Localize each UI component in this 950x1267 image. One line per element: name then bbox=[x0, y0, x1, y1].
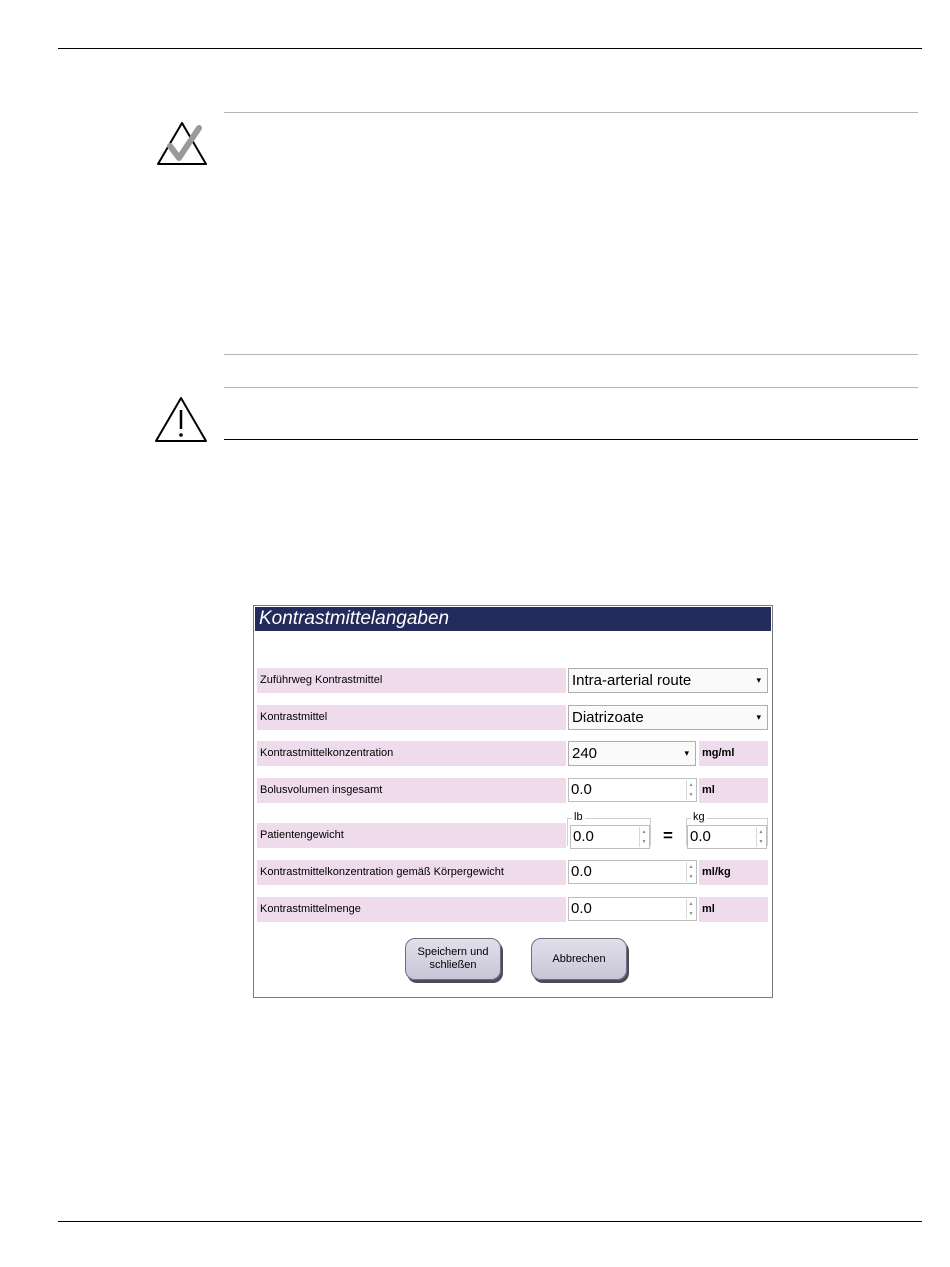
weight-lb-value: 0.0 bbox=[573, 828, 594, 845]
conc-per-weight-spinner[interactable]: ▲ ▼ bbox=[686, 862, 695, 882]
route-select-value: Intra-arterial route bbox=[572, 672, 692, 689]
route-label: Zuführweg Kontrastmittel bbox=[257, 668, 566, 693]
amount-spinner[interactable]: ▲ ▼ bbox=[686, 899, 695, 919]
chevron-down-icon: ▾ bbox=[756, 712, 761, 722]
warning-triangle-icon bbox=[153, 395, 209, 445]
conc-per-weight-unit: ml/kg bbox=[699, 860, 768, 885]
cancel-button[interactable]: Abbrechen bbox=[531, 938, 627, 980]
weight-equals: = bbox=[663, 826, 673, 845]
note-rule-top bbox=[224, 112, 918, 113]
top-rule bbox=[58, 48, 922, 49]
amount-value: 0.0 bbox=[571, 900, 592, 917]
weight-kg-value: 0.0 bbox=[690, 828, 711, 845]
checkmark-triangle-icon bbox=[155, 120, 209, 168]
weight-lb-label: lb bbox=[574, 811, 583, 823]
amount-label: Kontrastmittelmenge bbox=[257, 897, 566, 922]
weight-kg-label: kg bbox=[693, 811, 705, 823]
dialog-title: Kontrastmittelangaben bbox=[255, 607, 771, 631]
conc-per-weight-input[interactable] bbox=[568, 860, 697, 884]
concentration-label: Kontrastmittelkonzentration bbox=[257, 741, 566, 766]
bolus-value: 0.0 bbox=[571, 781, 592, 798]
bolus-input[interactable] bbox=[568, 778, 697, 802]
concentration-select-value: 240 bbox=[572, 745, 598, 762]
amount-input[interactable] bbox=[568, 897, 697, 921]
bolus-label: Bolusvolumen insgesamt bbox=[257, 778, 566, 803]
save-close-button[interactable] bbox=[405, 938, 501, 980]
conc-per-weight-label: Kontrastmittelkonzentration gemäß Körpergewicht bbox=[257, 860, 566, 885]
conc-per-weight-value: 0.0 bbox=[571, 863, 592, 880]
chevron-down-icon: ▾ bbox=[756, 675, 761, 685]
warning-rule-top bbox=[224, 387, 918, 388]
route-select[interactable] bbox=[568, 668, 768, 693]
agent-select-value: Diatrizoate bbox=[572, 709, 644, 726]
weight-kg-spinner[interactable]: ▲ ▼ bbox=[756, 827, 765, 847]
bolus-unit: ml bbox=[699, 778, 768, 803]
concentration-select[interactable] bbox=[568, 741, 696, 766]
weight-lb-input[interactable] bbox=[570, 825, 650, 849]
agent-select[interactable] bbox=[568, 705, 768, 730]
weight-label: Patientengewicht bbox=[257, 823, 566, 848]
amount-unit: ml bbox=[699, 897, 768, 922]
save-close-label-line2: schließen bbox=[429, 959, 477, 971]
agent-label: Kontrastmittel bbox=[257, 705, 566, 730]
bottom-rule bbox=[58, 1221, 922, 1222]
warning-rule-bottom bbox=[224, 439, 918, 440]
weight-kg-input[interactable] bbox=[687, 825, 767, 849]
concentration-unit: mg/ml bbox=[699, 741, 768, 766]
save-close-button-label bbox=[418, 946, 489, 972]
bolus-spinner[interactable]: ▲ ▼ bbox=[686, 780, 695, 800]
chevron-down-icon: ▾ bbox=[684, 748, 689, 758]
note-rule-bottom bbox=[224, 354, 918, 355]
save-close-label-line1: Speichern und bbox=[417, 946, 489, 958]
weight-lb-spinner[interactable]: ▲ ▼ bbox=[639, 827, 648, 847]
contrast-agent-dialog bbox=[253, 605, 773, 998]
